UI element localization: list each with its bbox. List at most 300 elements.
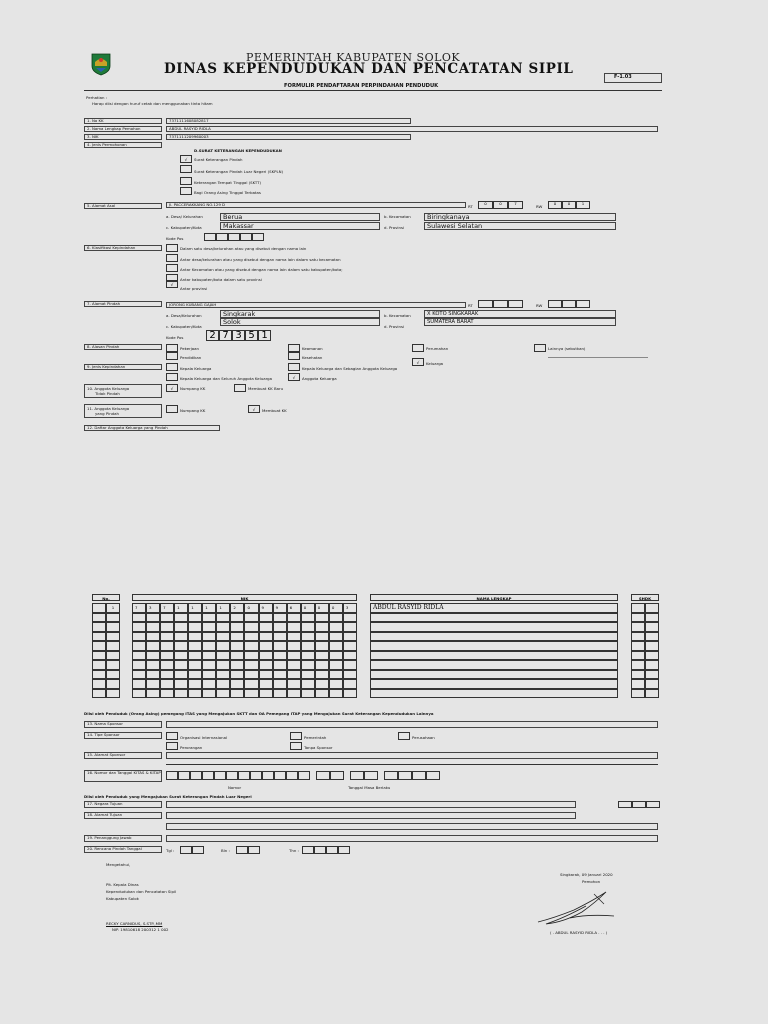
table-cell-nik-digit[interactable] (132, 641, 146, 651)
table-cell-shdk[interactable] (631, 660, 645, 670)
table-cell-nik-digit[interactable] (160, 632, 174, 642)
table-cell-shdk[interactable] (645, 632, 659, 642)
table-cell-nik-digit[interactable] (301, 641, 315, 651)
pindah-rw-1[interactable] (562, 300, 576, 308)
table-cell-no-2[interactable]: 1 (106, 603, 120, 613)
table-cell-nik-digit[interactable] (174, 670, 188, 680)
table-cell-nik-digit[interactable] (174, 679, 188, 689)
table-cell-nik-digit[interactable] (329, 689, 343, 699)
asal-kec-field[interactable]: Biringkanaya (424, 213, 616, 221)
table-cell-nama[interactable] (370, 651, 618, 661)
table-cell-shdk[interactable] (631, 632, 645, 642)
asal-desa-field[interactable]: Berua (220, 213, 380, 221)
asal-pos-4[interactable] (252, 233, 264, 241)
itas-number-cell[interactable] (238, 771, 250, 780)
table-cell-shdk[interactable] (631, 689, 645, 699)
alasan-keamanan-check[interactable] (288, 344, 300, 352)
table-cell-nik-digit[interactable] (132, 613, 146, 623)
table-cell-nik-digit[interactable]: 9 (259, 603, 273, 613)
itas-number-cell[interactable] (226, 771, 238, 780)
table-cell-nik-digit[interactable] (230, 613, 244, 623)
table-cell-nik-digit[interactable] (132, 670, 146, 680)
tidak-pindah-numpang-check[interactable]: √ (166, 384, 178, 392)
tidak-pindah-baru-check[interactable] (234, 384, 246, 392)
table-cell-nik-digit[interactable] (259, 689, 273, 699)
table-cell-nik-digit[interactable] (146, 613, 160, 623)
table-cell-nik-digit[interactable] (244, 613, 258, 623)
table-cell-nik-digit[interactable] (301, 660, 315, 670)
alamat-sponsor-field[interactable] (166, 752, 658, 759)
table-cell-nik-digit[interactable] (343, 660, 357, 670)
asal-prov-field[interactable]: Sulawesi Selatan (424, 222, 616, 230)
itas-date-cell[interactable] (384, 771, 398, 780)
table-cell-nik-digit[interactable] (259, 613, 273, 623)
table-cell-no-2[interactable] (106, 670, 120, 680)
pindah-rw-0[interactable] (548, 300, 562, 308)
table-cell-nik-digit[interactable] (244, 689, 258, 699)
table-cell-nik-digit[interactable] (273, 679, 287, 689)
itas-number-cell[interactable] (286, 771, 298, 780)
table-cell-nik-digit[interactable] (160, 679, 174, 689)
table-cell-nik-digit[interactable] (160, 670, 174, 680)
nik-field[interactable]: 7371111209960003 (166, 134, 411, 140)
itas-number-cell[interactable] (190, 771, 202, 780)
alasan-perumahan-check[interactable] (412, 344, 424, 352)
table-cell-no-2[interactable] (106, 622, 120, 632)
table-cell-nik-digit[interactable] (287, 613, 301, 623)
table-cell-nik-digit[interactable] (188, 660, 202, 670)
table-cell-nik-digit[interactable] (188, 613, 202, 623)
table-cell-nik-digit[interactable] (244, 632, 258, 642)
pindah-pos-0[interactable]: 2 (206, 330, 219, 341)
table-cell-nik-digit[interactable] (273, 660, 287, 670)
asal-pos-1[interactable] (216, 233, 228, 241)
table-cell-nik-digit[interactable] (216, 660, 230, 670)
rencana-thn-3[interactable] (338, 846, 350, 854)
pindah-kab-field[interactable]: Solok (220, 318, 380, 326)
table-cell-nik-digit[interactable] (132, 679, 146, 689)
table-cell-nik-digit[interactable] (287, 641, 301, 651)
alamat-tujuan-field2[interactable] (166, 823, 658, 830)
table-cell-nik-digit[interactable] (216, 670, 230, 680)
asal-rt-0[interactable]: 0 (478, 201, 493, 209)
table-cell-nik-digit[interactable] (329, 660, 343, 670)
table-cell-nik-digit[interactable] (160, 641, 174, 651)
table-cell-nik-digit[interactable] (188, 622, 202, 632)
table-cell-nik-digit[interactable] (315, 670, 329, 680)
table-cell-nik-digit[interactable] (343, 632, 357, 642)
yang-pindah-numpang-check[interactable] (166, 405, 178, 413)
jenis-check-0[interactable]: √ (180, 155, 192, 163)
table-cell-nik-digit[interactable] (202, 660, 216, 670)
table-cell-nik-digit[interactable] (230, 679, 244, 689)
table-cell-nik-digit[interactable] (329, 641, 343, 651)
table-cell-shdk[interactable] (645, 613, 659, 623)
table-cell-nik-digit[interactable] (329, 651, 343, 661)
table-cell-no[interactable] (92, 670, 106, 680)
table-cell-nik-digit[interactable] (259, 651, 273, 661)
table-cell-nik-digit[interactable] (259, 679, 273, 689)
table-cell-nik-digit[interactable] (301, 679, 315, 689)
negara-code-1[interactable] (632, 801, 646, 808)
table-cell-nik-digit[interactable] (244, 660, 258, 670)
table-cell-nik-digit[interactable] (315, 660, 329, 670)
table-cell-nik-digit[interactable] (273, 622, 287, 632)
pindah-pos-4[interactable]: 1 (258, 330, 271, 341)
table-cell-nik-digit[interactable]: 7 (132, 603, 146, 613)
table-cell-no[interactable] (92, 632, 106, 642)
table-cell-nik-digit[interactable] (146, 632, 160, 642)
table-cell-nik-digit[interactable] (315, 613, 329, 623)
table-cell-nama[interactable] (370, 613, 618, 623)
table-cell-no[interactable] (92, 679, 106, 689)
table-cell-nik-digit[interactable] (301, 622, 315, 632)
negara-code-2[interactable] (646, 801, 660, 808)
table-cell-nik-digit[interactable] (174, 660, 188, 670)
table-cell-nik-digit[interactable] (146, 641, 160, 651)
table-cell-nik-digit[interactable] (301, 689, 315, 699)
table-cell-nama[interactable] (370, 679, 618, 689)
table-cell-nik-digit[interactable]: 1 (202, 603, 216, 613)
itas-number-cell[interactable] (298, 771, 310, 780)
table-cell-nik-digit[interactable] (146, 689, 160, 699)
table-cell-nik-digit[interactable]: 0 (315, 603, 329, 613)
pindah-rt-1[interactable] (493, 300, 508, 308)
table-cell-nik-digit[interactable] (230, 622, 244, 632)
table-cell-nik-digit[interactable] (273, 632, 287, 642)
itas-date-cell[interactable] (412, 771, 426, 780)
table-cell-shdk[interactable] (631, 622, 645, 632)
asal-kab-field[interactable]: Makassar (220, 222, 380, 230)
table-cell-nik-digit[interactable] (160, 660, 174, 670)
table-cell-nik-digit[interactable] (329, 622, 343, 632)
nama-field[interactable]: ABDUL RASYID RIDLA (166, 126, 658, 132)
table-cell-nik-digit[interactable] (216, 632, 230, 642)
table-cell-nik-digit[interactable] (160, 613, 174, 623)
table-cell-no-2[interactable] (106, 651, 120, 661)
table-cell-nik-digit[interactable] (216, 679, 230, 689)
table-cell-nik-digit[interactable] (132, 632, 146, 642)
table-cell-no-2[interactable] (106, 660, 120, 670)
table-cell-nik-digit[interactable] (315, 632, 329, 642)
jenis-check-2[interactable] (180, 177, 192, 185)
table-cell-nik-digit[interactable] (216, 622, 230, 632)
table-cell-nik-digit[interactable] (230, 641, 244, 651)
penanggung-field[interactable] (166, 835, 658, 842)
table-cell-nik-digit[interactable] (230, 660, 244, 670)
table-cell-nik-digit[interactable] (244, 651, 258, 661)
jp-kk-seluruh-check[interactable] (166, 373, 178, 381)
itas-number-cell[interactable] (178, 771, 190, 780)
table-cell-nik-digit[interactable] (202, 613, 216, 623)
table-cell-nik-digit[interactable] (132, 660, 146, 670)
tipe-perorangan-check[interactable] (166, 742, 178, 750)
table-cell-nik-digit[interactable] (216, 641, 230, 651)
table-cell-shdk[interactable] (631, 651, 645, 661)
itas-date-cell[interactable] (398, 771, 412, 780)
table-cell-no[interactable] (92, 622, 106, 632)
table-cell-nik-digit[interactable] (230, 689, 244, 699)
table-cell-nik-digit[interactable] (244, 679, 258, 689)
asal-pos-0[interactable] (204, 233, 216, 241)
pindah-pos-2[interactable]: 3 (232, 330, 245, 341)
table-cell-nik-digit[interactable] (174, 632, 188, 642)
jp-anggota-check[interactable]: √ (288, 373, 300, 381)
itas-date-cell[interactable] (364, 771, 378, 780)
jenis-check-3[interactable] (180, 187, 192, 195)
table-cell-nik-digit[interactable] (343, 641, 357, 651)
table-cell-shdk[interactable] (631, 613, 645, 623)
table-cell-nik-digit[interactable] (329, 679, 343, 689)
alasan-keluarga-check[interactable]: √ (412, 358, 424, 366)
jenis-check-1[interactable] (180, 165, 192, 173)
no-kk-field[interactable]: 7371111608082817 (166, 118, 411, 124)
table-cell-nama[interactable] (370, 689, 618, 699)
table-cell-no[interactable] (92, 613, 106, 623)
table-cell-nik-digit[interactable]: 1 (188, 603, 202, 613)
table-cell-nik-digit[interactable] (244, 641, 258, 651)
asal-pos-2[interactable] (228, 233, 240, 241)
table-cell-nik-digit[interactable] (343, 670, 357, 680)
table-cell-nik-digit[interactable] (259, 660, 273, 670)
table-cell-nik-digit[interactable] (146, 679, 160, 689)
negara-field[interactable] (166, 801, 576, 808)
itas-number-cell[interactable] (250, 771, 262, 780)
itas-date-cell[interactable] (426, 771, 440, 780)
table-cell-nama[interactable] (370, 660, 618, 670)
table-cell-nik-digit[interactable] (273, 641, 287, 651)
table-cell-nik-digit[interactable]: 3 (343, 603, 357, 613)
table-cell-nik-digit[interactable] (230, 651, 244, 661)
table-cell-nik-digit[interactable] (315, 679, 329, 689)
table-cell-nik-digit[interactable] (230, 670, 244, 680)
table-cell-nik-digit[interactable] (259, 670, 273, 680)
alasan-pekerjaan-check[interactable] (166, 344, 178, 352)
pindah-rw-2[interactable] (576, 300, 590, 308)
table-cell-nik-digit[interactable] (315, 651, 329, 661)
table-cell-nik-digit[interactable] (287, 632, 301, 642)
table-cell-nik-digit[interactable] (273, 651, 287, 661)
table-cell-nik-digit[interactable] (132, 689, 146, 699)
table-cell-nik-digit[interactable] (216, 689, 230, 699)
table-cell-nik-digit[interactable] (146, 670, 160, 680)
table-cell-nik-digit[interactable] (287, 622, 301, 632)
rencana-bln-0[interactable] (236, 846, 248, 854)
table-cell-nik-digit[interactable] (259, 641, 273, 651)
sponsor-field[interactable] (166, 721, 658, 728)
table-cell-nik-digit[interactable] (343, 679, 357, 689)
table-cell-nik-digit[interactable] (202, 679, 216, 689)
klas-check-0[interactable] (166, 244, 178, 252)
table-cell-nik-digit[interactable] (160, 689, 174, 699)
table-cell-nik-digit[interactable] (315, 641, 329, 651)
table-cell-nik-digit[interactable] (343, 622, 357, 632)
alasan-pendidikan-check[interactable] (166, 352, 178, 360)
table-cell-nik-digit[interactable] (273, 670, 287, 680)
table-cell-no[interactable] (92, 689, 106, 699)
table-cell-nik-digit[interactable] (202, 622, 216, 632)
table-cell-nik-digit[interactable] (301, 613, 315, 623)
table-cell-nik-digit[interactable]: 3 (146, 603, 160, 613)
table-cell-nik-digit[interactable] (315, 622, 329, 632)
alamat-tujuan-field[interactable] (166, 812, 576, 819)
itas-number-cell[interactable] (166, 771, 178, 780)
rencana-bln-1[interactable] (248, 846, 260, 854)
table-cell-nik-digit[interactable] (315, 689, 329, 699)
table-cell-shdk[interactable] (645, 670, 659, 680)
jp-kk-check[interactable] (166, 363, 178, 371)
table-cell-nik-digit[interactable] (202, 670, 216, 680)
table-cell-nik-digit[interactable] (230, 632, 244, 642)
table-cell-nik-digit[interactable] (146, 660, 160, 670)
table-cell-nik-digit[interactable] (244, 670, 258, 680)
table-cell-nik-digit[interactable] (132, 622, 146, 632)
table-cell-nik-digit[interactable]: 2 (230, 603, 244, 613)
tipe-pemerintah-check[interactable] (290, 732, 302, 740)
table-cell-nik-digit[interactable] (202, 632, 216, 642)
itas-number-cell[interactable] (274, 771, 286, 780)
pindah-prov-field[interactable]: SUMATERA BARAT (424, 318, 616, 326)
table-cell-shdk[interactable] (631, 603, 645, 613)
table-cell-nik-digit[interactable]: 1 (174, 603, 188, 613)
table-cell-nik-digit[interactable] (146, 651, 160, 661)
tipe-org-check[interactable] (166, 732, 178, 740)
table-cell-nik-digit[interactable] (174, 613, 188, 623)
table-cell-nik-digit[interactable] (146, 622, 160, 632)
table-cell-nik-digit[interactable] (287, 651, 301, 661)
table-cell-nik-digit[interactable] (259, 632, 273, 642)
asal-rw-0[interactable]: 0 (548, 201, 562, 209)
negara-code-0[interactable] (618, 801, 632, 808)
table-cell-no[interactable] (92, 603, 106, 613)
asal-rw-1[interactable]: 0 (562, 201, 576, 209)
pindah-rt-0[interactable] (478, 300, 493, 308)
table-cell-nik-digit[interactable] (273, 613, 287, 623)
table-cell-shdk[interactable] (631, 679, 645, 689)
table-cell-nik-digit[interactable] (174, 641, 188, 651)
table-cell-nik-digit[interactable]: 7 (160, 603, 174, 613)
table-cell-nik-digit[interactable] (202, 651, 216, 661)
pindah-rt-2[interactable] (508, 300, 523, 308)
table-cell-nik-digit[interactable] (329, 670, 343, 680)
table-cell-nik-digit[interactable] (160, 651, 174, 661)
asal-field[interactable]: Jl. PACCERAKKANG NO.129 D (166, 202, 466, 208)
table-cell-nik-digit[interactable] (287, 670, 301, 680)
tipe-perusahaan-check[interactable] (398, 732, 410, 740)
table-cell-nik-digit[interactable] (329, 613, 343, 623)
itas-date-cell[interactable] (350, 771, 364, 780)
table-cell-nik-digit[interactable] (301, 670, 315, 680)
table-cell-nik-digit[interactable] (329, 632, 343, 642)
table-cell-no-2[interactable] (106, 679, 120, 689)
table-cell-nik-digit[interactable] (202, 689, 216, 699)
table-cell-nik-digit[interactable] (273, 689, 287, 699)
table-cell-nik-digit[interactable] (132, 651, 146, 661)
table-cell-nik-digit[interactable] (202, 641, 216, 651)
klas-check-2[interactable] (166, 264, 178, 272)
rencana-thn-2[interactable] (326, 846, 338, 854)
table-cell-shdk[interactable] (645, 641, 659, 651)
pindah-kec-field[interactable]: X KOTO SINGKARAK (424, 310, 616, 318)
asal-rt-2[interactable]: 7 (508, 201, 523, 209)
table-cell-nik-digit[interactable]: 9 (273, 603, 287, 613)
pindah-desa-field[interactable]: Singkarak (220, 310, 380, 318)
table-cell-nik-digit[interactable] (188, 679, 202, 689)
itas-number-cell[interactable] (214, 771, 226, 780)
table-cell-nik-digit[interactable]: 6 (287, 603, 301, 613)
table-cell-nik-digit[interactable] (188, 689, 202, 699)
asal-rt-1[interactable]: 0 (493, 201, 508, 209)
tipe-tanpa-check[interactable] (290, 742, 302, 750)
alasan-kesehatan-check[interactable] (288, 352, 300, 360)
table-cell-nik-digit[interactable] (287, 660, 301, 670)
table-cell-no-2[interactable] (106, 641, 120, 651)
table-cell-no-2[interactable] (106, 689, 120, 699)
itas-date-cell[interactable] (316, 771, 330, 780)
table-cell-nik-digit[interactable]: 0 (329, 603, 343, 613)
table-cell-nik-digit[interactable] (174, 651, 188, 661)
table-cell-nik-digit[interactable] (287, 689, 301, 699)
table-cell-nama[interactable] (370, 632, 618, 642)
table-cell-shdk[interactable] (631, 641, 645, 651)
table-cell-nama[interactable] (370, 641, 618, 651)
table-cell-no[interactable] (92, 641, 106, 651)
table-cell-nik-digit[interactable] (287, 679, 301, 689)
pindah-pos-3[interactable]: 5 (245, 330, 258, 341)
jp-kk-sebagian-check[interactable] (288, 363, 300, 371)
rencana-tgl-0[interactable] (180, 846, 192, 854)
table-cell-no[interactable] (92, 651, 106, 661)
table-cell-nik-digit[interactable] (259, 622, 273, 632)
table-cell-shdk[interactable] (645, 603, 659, 613)
rencana-thn-1[interactable] (314, 846, 326, 854)
table-cell-nik-digit[interactable] (188, 651, 202, 661)
table-cell-shdk[interactable] (645, 660, 659, 670)
table-cell-nik-digit[interactable]: 1 (216, 603, 230, 613)
alasan-lainnya-check[interactable] (534, 344, 546, 352)
table-cell-nik-digit[interactable] (343, 613, 357, 623)
table-cell-shdk[interactable] (645, 622, 659, 632)
rencana-tgl-1[interactable] (192, 846, 204, 854)
table-cell-nik-digit[interactable] (343, 689, 357, 699)
table-cell-nama[interactable] (370, 670, 618, 680)
table-cell-nama[interactable] (370, 622, 618, 632)
table-cell-shdk[interactable] (645, 689, 659, 699)
table-cell-nik-digit[interactable] (188, 670, 202, 680)
table-cell-nik-digit[interactable] (160, 622, 174, 632)
table-cell-nik-digit[interactable] (301, 632, 315, 642)
table-cell-nik-digit[interactable]: 0 (301, 603, 315, 613)
table-cell-shdk[interactable] (631, 670, 645, 680)
table-cell-nik-digit[interactable] (174, 689, 188, 699)
table-cell-no-2[interactable] (106, 632, 120, 642)
klas-check-4[interactable]: √ (166, 280, 178, 288)
itas-number-cell[interactable] (202, 771, 214, 780)
table-cell-no-2[interactable] (106, 613, 120, 623)
itas-date-cell[interactable] (330, 771, 344, 780)
table-cell-nik-digit[interactable] (216, 651, 230, 661)
asal-pos-3[interactable] (240, 233, 252, 241)
table-cell-nik-digit[interactable] (343, 651, 357, 661)
klas-check-1[interactable] (166, 254, 178, 262)
rencana-thn-0[interactable] (302, 846, 314, 854)
table-cell-nik-digit[interactable] (216, 613, 230, 623)
table-cell-nama[interactable]: ABDUL RASYID RIDLA (370, 603, 618, 613)
table-cell-nik-digit[interactable] (188, 641, 202, 651)
table-cell-no[interactable] (92, 660, 106, 670)
asal-rw-2[interactable]: 1 (576, 201, 590, 209)
table-cell-nik-digit[interactable]: 0 (244, 603, 258, 613)
